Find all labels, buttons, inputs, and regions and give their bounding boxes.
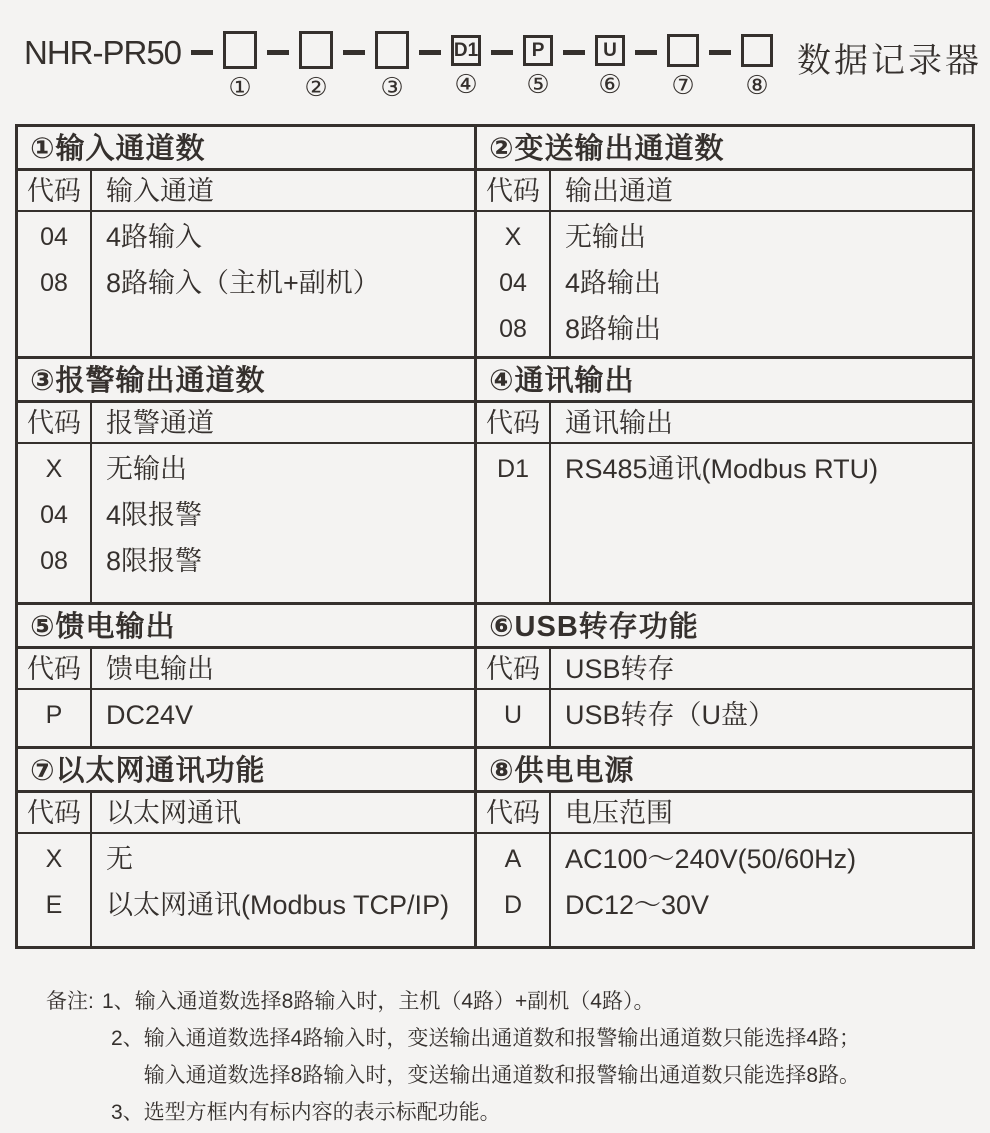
section-4-title: ④通讯输出 [477, 359, 972, 403]
option-box-4: D1 [451, 35, 481, 66]
circled-number-6: ⑥ [598, 69, 622, 99]
section-3-title: ③报警输出通道数 [18, 359, 474, 403]
code-value: 08 [40, 269, 68, 297]
section-input-channels [18, 127, 477, 356]
code-column-header: 代码 [477, 403, 551, 444]
code-values [477, 212, 551, 356]
circled-number-5: ⑤ [526, 69, 550, 99]
table-band-1 [18, 127, 972, 356]
code-values [18, 690, 92, 746]
model-option-position-7 [667, 26, 699, 98]
desc-column-header: 电压范围 [551, 793, 972, 834]
code-value: 08 [40, 547, 68, 575]
code-values [477, 690, 551, 746]
desc-column-header: 输入通道 [92, 171, 474, 212]
code-column-header: 代码 [477, 649, 551, 690]
desc-value: AC100～240V(50/60Hz) [565, 844, 857, 874]
desc-values [92, 444, 474, 602]
section-alarm-output-channels [18, 359, 477, 602]
option-box-5: P [523, 35, 553, 66]
model-option-position-2 [299, 26, 333, 100]
section-1-grid [18, 171, 474, 356]
desc-column-header: 输出通道 [551, 171, 972, 212]
remark-text: 输入通道数选择4路输入时，变送输出通道数和报警输出通道数只能选择4路； 输入通道数选择8路输入时，变送输出通道数和报警输出通道数只能选择8路。 [143, 1027, 861, 1087]
product-name-label: 数据记录器 [797, 42, 983, 80]
dash-separator [419, 50, 441, 55]
section-transmit-output-channels [477, 127, 972, 356]
desc-value: RS485通讯(Modbus RTU) [565, 454, 879, 484]
section-6-title: ⑥USB转存功能 [477, 605, 972, 649]
desc-value: DC12～30V [565, 890, 710, 920]
desc-value: 无 [106, 844, 133, 874]
desc-value: 4限报警 [106, 500, 203, 530]
model-option-position-6 [595, 26, 625, 97]
circled-number-7: ⑦ [671, 70, 695, 100]
selection-table [15, 124, 975, 949]
section-2-grid [477, 171, 972, 356]
dash-separator [343, 50, 365, 55]
section-7-grid [18, 793, 474, 946]
remarks-label: 备注: [46, 990, 94, 1013]
dash-separator [491, 50, 513, 55]
code-column-header: 代码 [18, 649, 92, 690]
remarks-items [102, 983, 990, 1131]
section-feed-power-output [18, 605, 477, 746]
section-5-title: ⑤馈电输出 [18, 605, 474, 649]
option-box-1 [223, 31, 257, 69]
code-value: P [45, 701, 63, 729]
model-code-line [0, 0, 990, 100]
remark-number: 1、 [102, 990, 135, 1013]
desc-value: 4路输出 [565, 268, 662, 298]
section-4-grid [477, 403, 972, 602]
desc-values [551, 834, 972, 946]
desc-values [551, 690, 972, 746]
code-value: D [503, 891, 523, 919]
section-8-title: ⑧供电电源 [477, 749, 972, 793]
code-value: X [504, 223, 522, 251]
dash-separator [563, 50, 585, 55]
desc-value: 8路输出 [565, 314, 662, 344]
circled-number-3: ③ [380, 72, 404, 102]
code-values [477, 834, 551, 946]
desc-values [551, 444, 972, 602]
remark-number: 3、 [111, 1101, 144, 1124]
section-2-title: ②变送输出通道数 [477, 127, 972, 171]
desc-values [92, 690, 474, 746]
code-value: D1 [497, 455, 529, 483]
dash-separator [191, 50, 213, 55]
code-value: 04 [40, 501, 68, 529]
code-value: A [504, 845, 522, 873]
code-value: 08 [499, 315, 527, 343]
circled-number-4: ④ [454, 69, 478, 99]
option-box-7 [667, 34, 699, 67]
remark-3 [111, 1094, 990, 1131]
model-option-position-8 [741, 26, 773, 98]
section-ethernet-function [18, 749, 477, 946]
section-usb-dump-function [477, 605, 972, 746]
code-values [18, 444, 92, 602]
dash-separator [267, 50, 289, 55]
circled-number-8: ⑧ [745, 70, 769, 100]
desc-value: USB转存（U盘） [565, 700, 776, 730]
model-option-position-1 [223, 26, 257, 100]
code-column-header: 代码 [18, 403, 92, 444]
desc-column-header: 报警通道 [92, 403, 474, 444]
option-box-3 [375, 31, 409, 69]
desc-value: 8限报警 [106, 546, 203, 576]
desc-column-header: 馈电输出 [92, 649, 474, 690]
table-band-4 [18, 746, 972, 946]
section-3-grid [18, 403, 474, 602]
circled-number-1: ① [228, 72, 252, 102]
code-values [18, 834, 92, 946]
code-value: X [45, 845, 63, 873]
section-7-title: ⑦以太网通讯功能 [18, 749, 474, 793]
desc-values [92, 212, 474, 356]
section-communication-output [477, 359, 972, 602]
code-column-header: 代码 [477, 171, 551, 212]
code-values [18, 212, 92, 356]
option-box-8 [741, 34, 773, 67]
desc-values [551, 212, 972, 356]
table-band-3 [18, 602, 972, 746]
code-column-header: 代码 [18, 793, 92, 834]
dash-separator [635, 50, 657, 55]
desc-column-header: USB转存 [551, 649, 972, 690]
section-power-supply [477, 749, 972, 946]
code-value: 04 [40, 223, 68, 251]
code-value: X [45, 455, 63, 483]
remark-text: 输入通道数选择8路输入时，主机（4路）+副机（4路）。 [134, 990, 655, 1013]
code-value: E [45, 891, 63, 919]
desc-value: 以太网通讯(Modbus TCP/IP) [106, 890, 450, 920]
remark-number: 2、 [111, 1027, 144, 1050]
desc-value: 无输出 [565, 222, 646, 252]
table-band-2 [18, 356, 972, 602]
desc-values [92, 834, 474, 946]
section-5-grid [18, 649, 474, 746]
code-value: 04 [499, 269, 527, 297]
circled-number-2: ② [304, 72, 328, 102]
section-1-title: ①输入通道数 [18, 127, 474, 171]
option-box-6: U [595, 35, 625, 66]
remark-text: 选型方框内有标内容的表示标配功能。 [143, 1101, 501, 1124]
desc-value: DC24V [106, 700, 194, 730]
code-value: U [503, 701, 523, 729]
desc-value: 无输出 [106, 454, 187, 484]
section-6-grid [477, 649, 972, 746]
desc-value: 8路输入（主机+副机） [106, 268, 380, 298]
option-box-2 [299, 31, 333, 69]
model-option-position-5 [523, 26, 553, 97]
section-8-grid [477, 793, 972, 946]
model-prefix-label: NHR-PR50 [24, 34, 182, 71]
remark-2 [111, 1020, 990, 1094]
remark-1 [102, 983, 990, 1020]
code-column-header: 代码 [18, 171, 92, 212]
code-values [477, 444, 551, 602]
model-option-position-3 [375, 26, 409, 100]
dash-separator [709, 50, 731, 55]
desc-column-header: 通讯输出 [551, 403, 972, 444]
code-column-header: 代码 [477, 793, 551, 834]
remarks-block [46, 983, 990, 1131]
model-option-position-4 [451, 26, 481, 97]
desc-column-header: 以太网通讯 [92, 793, 474, 834]
desc-value: 4路输入 [106, 222, 203, 252]
